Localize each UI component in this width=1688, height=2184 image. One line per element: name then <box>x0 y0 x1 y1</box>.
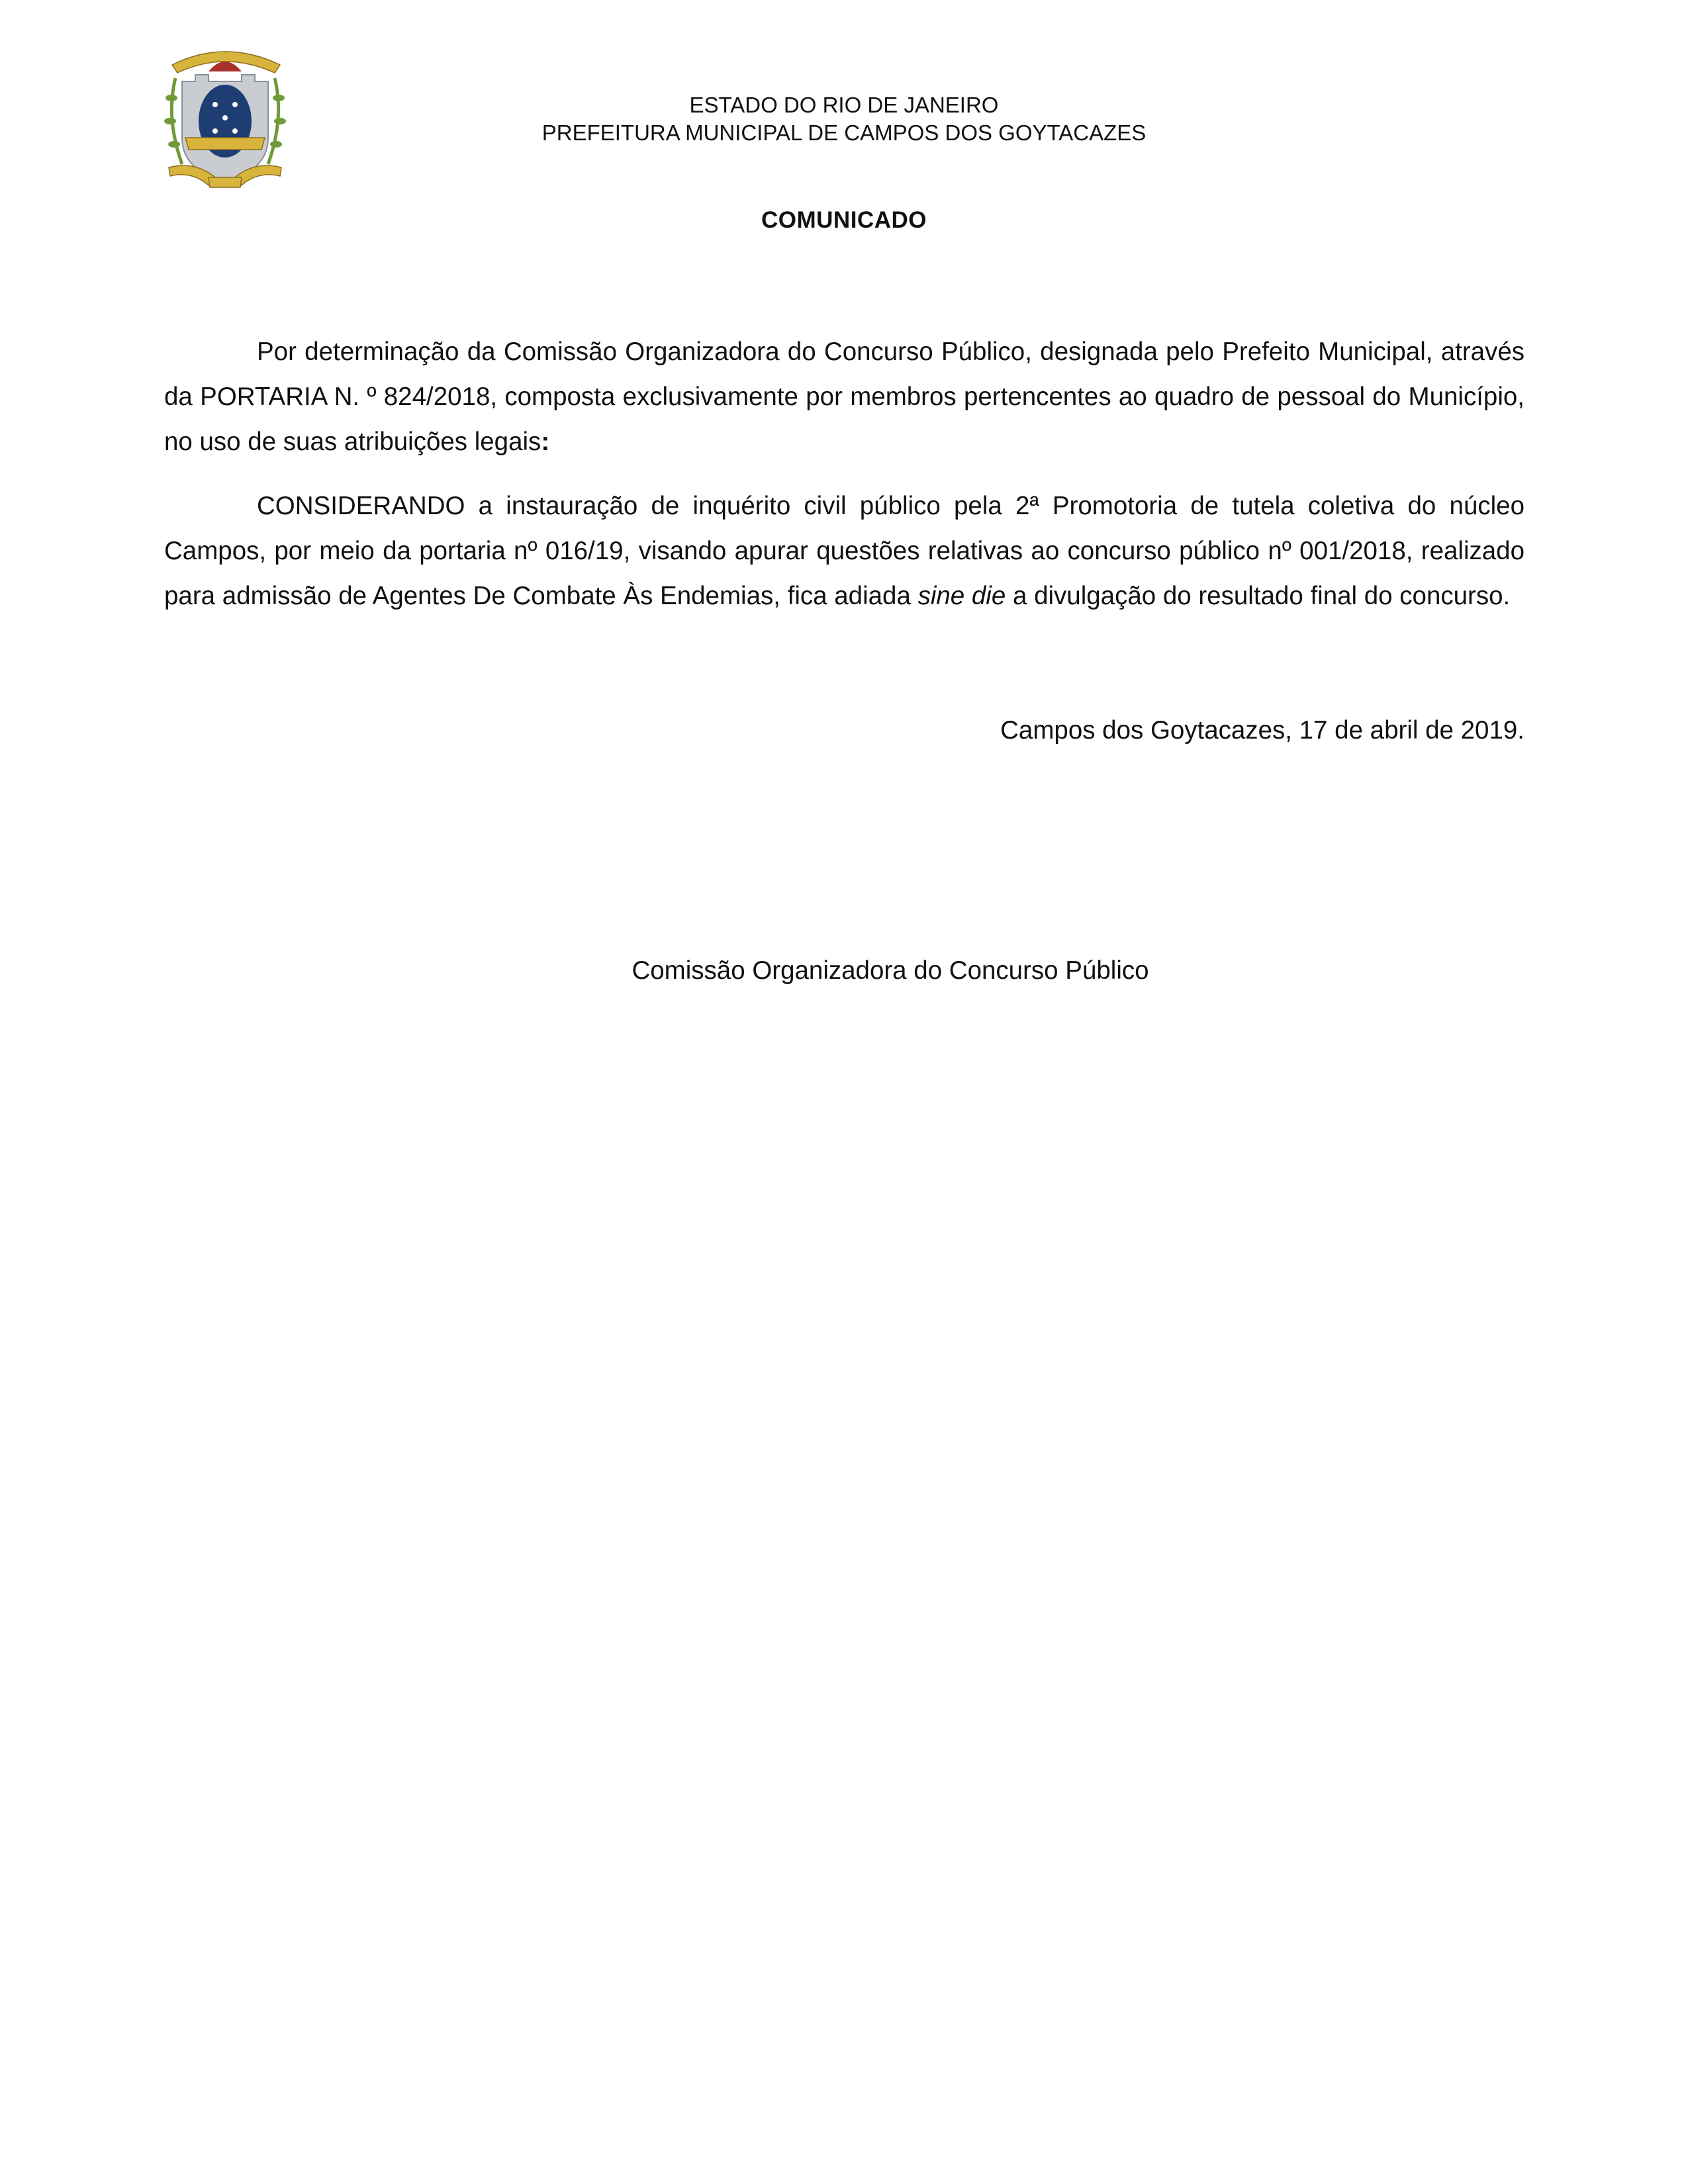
letterhead <box>0 91 1688 147</box>
date-and-place: Campos dos Goytacazes, 17 de abril de 2019. <box>1000 716 1524 745</box>
paragraph-determination-colon: : <box>541 428 550 456</box>
municipality-name: PREFEITURA MUNICIPAL DE CAMPOS DOS GOYTACAZES <box>541 120 1147 145</box>
paragraph-determination-text: Por determinação da Comissão Organizadora do Concurso Público, designada pelo Prefeito Municipal, através da PORTARIA N. º 824/2018, composta exclusivamente por membros pertencentes ao quadro de pessoal do Município, no uso de suas atribuições legais <box>164 338 1524 456</box>
state-name: ESTADO DO RIO DE JANEIRO <box>689 93 999 117</box>
paragraph-considering <box>164 484 1524 619</box>
document-title: COMUNICADO <box>761 207 927 233</box>
sine-die-phrase: sine die <box>917 582 1006 610</box>
paragraph-considering-end: a divulgação do resultado final do concurso. <box>1006 582 1511 610</box>
paragraph-considering-text: CONSIDERANDO a instauração de inquérito civil público pela 2ª Promotoria de tutela coletiva do núcleo Campos, por meio da portaria nº 016/19, visando apurar questões relativas ao concurso público nº 001/2018, realizado para admissão de Agentes De Combate Às Endemias, fica adiada <box>164 492 1524 610</box>
signature-line: Comissão Organizadora do Concurso Público <box>632 956 1149 985</box>
paragraph-determination <box>164 330 1524 465</box>
